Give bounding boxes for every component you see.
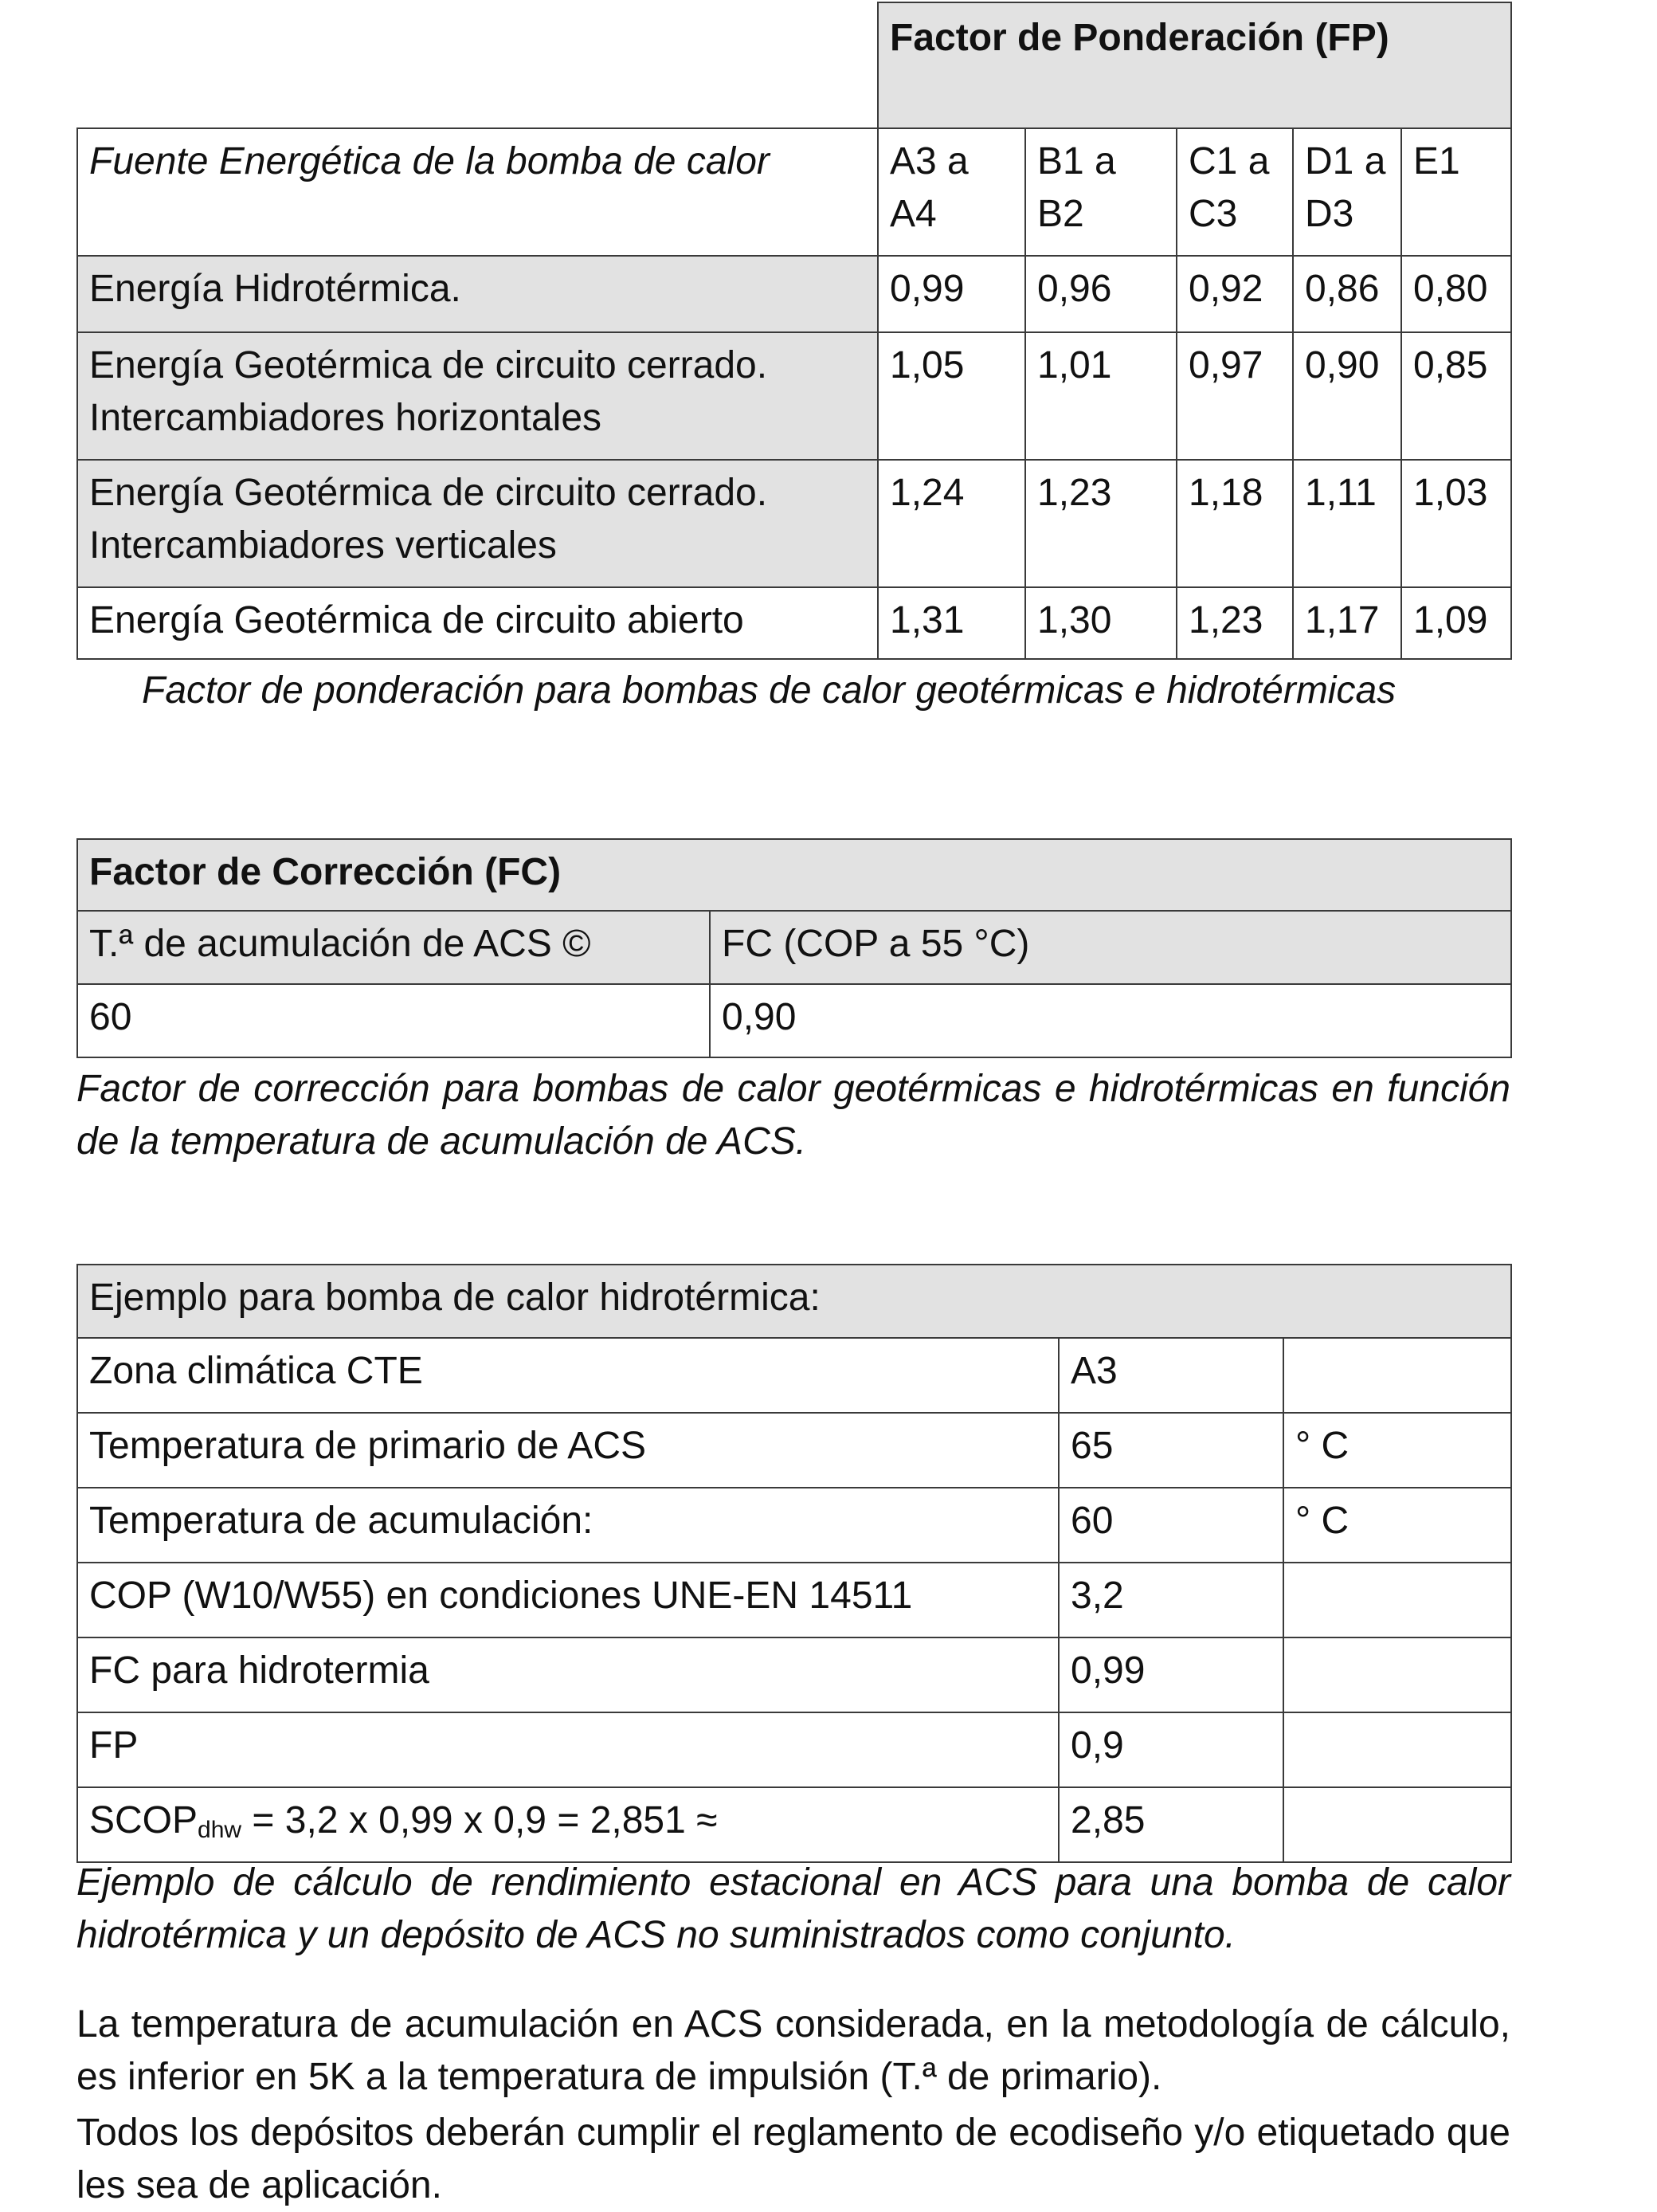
example-label: FC para hidrotermia — [77, 1637, 1059, 1712]
scop-row — [77, 1787, 1511, 1862]
example-unit — [1283, 1338, 1511, 1413]
fp-row — [77, 332, 1511, 460]
example-row — [77, 1563, 1511, 1637]
example-label: FP — [77, 1712, 1059, 1787]
example-title: Ejemplo para bomba de calor hidrotérmica: — [77, 1265, 1511, 1338]
fp-value: 0,97 — [1177, 332, 1293, 460]
fp-source: Energía Geotérmica de circuito cerrado. Intercambiadores verticales — [77, 460, 878, 587]
fp-value: 0,96 — [1025, 256, 1177, 332]
example-label: COP (W10/W55) en condiciones UNE-EN 14511 — [77, 1563, 1059, 1637]
example-value: 0,99 — [1059, 1637, 1283, 1712]
scop-unit — [1283, 1787, 1511, 1862]
fp-value: 1,01 — [1025, 332, 1177, 460]
fp-caption: Factor de ponderación para bombas de calor geotérmicas e hidrotérmicas — [142, 669, 1397, 712]
scop-value: 2,85 — [1059, 1787, 1283, 1862]
fp-row — [77, 460, 1511, 587]
fp-value: 1,31 — [878, 587, 1025, 659]
fc-caption: Factor de corrección para bombas de calor geotérmicas e hidrotérmicas en función de la temperatura de acumulación de ACS. — [76, 1068, 1510, 1163]
fc-row — [77, 984, 1511, 1057]
fp-value: 0,90 — [1293, 332, 1401, 460]
example-unit — [1283, 1712, 1511, 1787]
fp-value: 1,23 — [1177, 587, 1293, 659]
fp-value: 1,30 — [1025, 587, 1177, 659]
example-unit: ° C — [1283, 1488, 1511, 1563]
fp-value: 0,80 — [1401, 256, 1511, 332]
example-row — [77, 1488, 1511, 1563]
example-value: 65 — [1059, 1413, 1283, 1488]
fc-col-header: FC (COP a 55 °C) — [710, 911, 1511, 984]
example-row — [77, 1712, 1511, 1787]
example-row — [77, 1338, 1511, 1413]
fp-zone-header: C1 a C3 — [1177, 128, 1293, 256]
fp-zone-header: E1 — [1401, 128, 1511, 256]
example-label: Temperatura de acumulación: — [77, 1488, 1059, 1563]
fp-value: 1,18 — [1177, 460, 1293, 587]
scop-formula: = 3,2 x 0,99 x 0,9 = 2,851 ≈ — [241, 1799, 718, 1841]
fp-value: 0,92 — [1177, 256, 1293, 332]
example-unit — [1283, 1637, 1511, 1712]
fc-title: Factor de Corrección (FC) — [77, 839, 1511, 911]
fp-value: 0,86 — [1293, 256, 1401, 332]
fp-value: 0,99 — [878, 256, 1025, 332]
paragraph: La temperatura de acumulación en ACS considerada, en la metodología de cálculo, es inferior en 5K a la temperatura de impulsión (T.ª de primario). — [76, 2003, 1510, 2098]
fp-value: 1,03 — [1401, 460, 1511, 587]
example-row — [77, 1413, 1511, 1488]
example-row — [77, 1637, 1511, 1712]
scop-formula-cell — [77, 1787, 1059, 1862]
fp-zone-header: D1 a D3 — [1293, 128, 1401, 256]
fp-col-label: Fuente Energética de la bomba de calor — [77, 128, 878, 256]
fc-cell: 0,90 — [710, 984, 1511, 1057]
example-caption: Ejemplo de cálculo de rendimiento estacional en ACS para una bomba de calor hidrotérmica y un depósito de ACS no suministrados como conjunto. — [76, 1861, 1510, 1956]
fp-row — [77, 587, 1511, 659]
example-value: 0,9 — [1059, 1712, 1283, 1787]
fp-value: 1,11 — [1293, 460, 1401, 587]
fp-empty-corner — [77, 2, 878, 128]
fp-value: 0,85 — [1401, 332, 1511, 460]
scop-subscript: dhw — [198, 1817, 242, 1843]
fp-value: 1,05 — [878, 332, 1025, 460]
fc-cell: 60 — [77, 984, 710, 1057]
fp-value: 1,24 — [878, 460, 1025, 587]
example-value: 3,2 — [1059, 1563, 1283, 1637]
fp-row — [77, 256, 1511, 332]
fp-table — [76, 2, 1512, 660]
fc-col-header: T.ª de acumulación de ACS © — [77, 911, 710, 984]
fp-source: Energía Geotérmica de circuito abierto — [77, 587, 878, 659]
fp-source: Energía Geotérmica de circuito cerrado. Intercambiadores horizontales — [77, 332, 878, 460]
example-unit — [1283, 1563, 1511, 1637]
fp-zone-header: B1 a B2 — [1025, 128, 1177, 256]
fc-table — [76, 838, 1512, 1058]
fp-zone-header: A3 a A4 — [878, 128, 1025, 256]
fp-value: 1,17 — [1293, 587, 1401, 659]
scop-prefix: SCOP — [89, 1799, 198, 1841]
example-label: Zona climática CTE — [77, 1338, 1059, 1413]
fp-header-title: Factor de Ponderación (FP) — [878, 2, 1511, 128]
fp-value: 1,09 — [1401, 587, 1511, 659]
example-value: A3 — [1059, 1338, 1283, 1413]
example-unit: ° C — [1283, 1413, 1511, 1488]
example-table — [76, 1264, 1512, 1863]
example-value: 60 — [1059, 1488, 1283, 1563]
paragraph: Todos los depósitos deberán cumplir el reglamento de ecodiseño y/o etiquetado que les sea de aplicación. — [76, 2112, 1510, 2206]
example-label: Temperatura de primario de ACS — [77, 1413, 1059, 1488]
fp-source: Energía Hidrotérmica. — [77, 256, 878, 332]
fp-value: 1,23 — [1025, 460, 1177, 587]
